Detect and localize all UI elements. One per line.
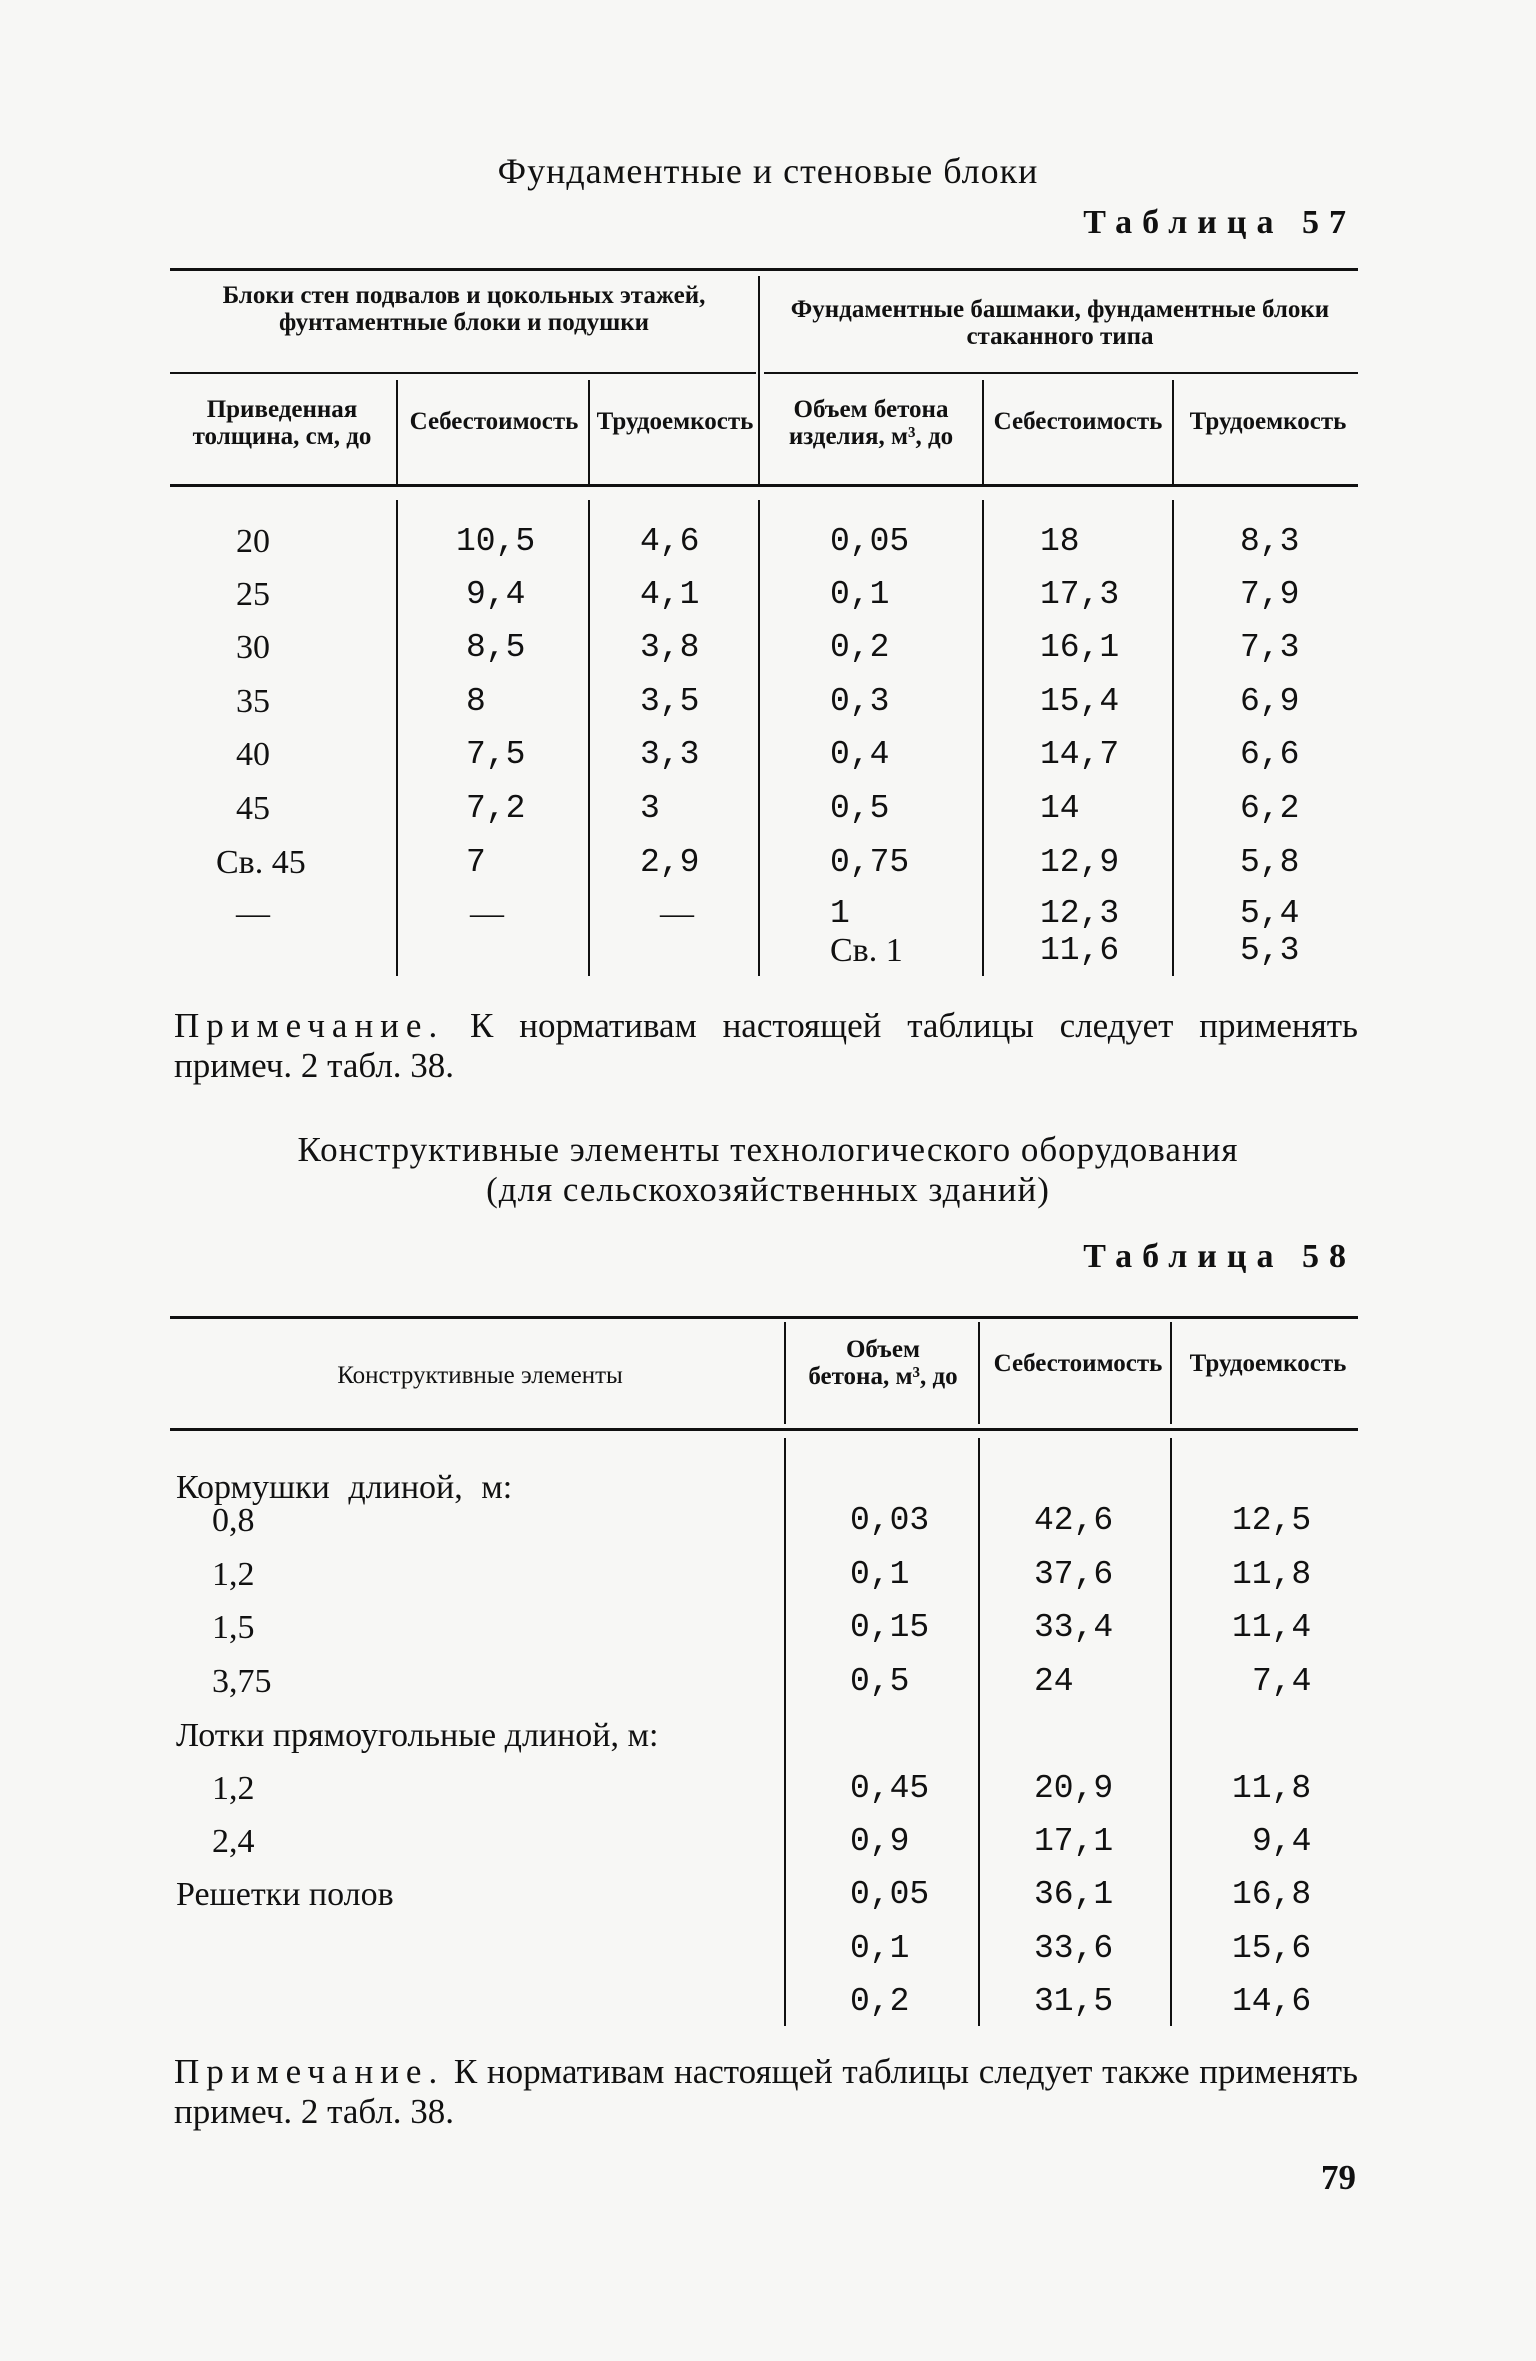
- table-58-vline: [1170, 1322, 1172, 1424]
- col-header-labor: Трудоемкость: [1189, 408, 1347, 435]
- table-cell: Св. 45: [216, 844, 306, 881]
- table-cell: 24: [1034, 1663, 1074, 1700]
- note-text: К нормативам настоящей таблицы следует также применять примеч. 2 табл. 38.: [174, 2052, 1359, 2131]
- table-57-vline: [396, 500, 398, 976]
- table-cell: 4,1: [640, 576, 700, 613]
- table-cell: 0,15: [850, 1609, 930, 1646]
- table-58-label: Таблица 58: [1083, 1238, 1356, 1275]
- table-58-title: [0, 1130, 1536, 1210]
- table-cell: 0,1: [850, 1556, 910, 1593]
- table-cell: 0,5: [830, 790, 890, 827]
- table-57-group-rule: [170, 372, 756, 374]
- table-cell: 7,2: [466, 790, 526, 827]
- table-cell: —: [470, 895, 504, 932]
- table-cell: 6,9: [1240, 683, 1300, 720]
- table-58-vline: [978, 1322, 980, 1424]
- table-cell: 12,9: [1040, 844, 1120, 881]
- table-cell: 3,3: [640, 736, 700, 773]
- table-cell: 0,9: [850, 1823, 910, 1860]
- table-cell: 1,5: [212, 1609, 255, 1646]
- col-header-cost: Себестоимость: [993, 1350, 1163, 1377]
- table-cell: 0,3: [830, 683, 890, 720]
- table-58-vline: [784, 1322, 786, 1424]
- table-cell: 7,5: [466, 736, 526, 773]
- table-57-note: [174, 1006, 1358, 1086]
- table-cell: 17,1: [1034, 1823, 1114, 1860]
- table-cell: 16,1: [1040, 629, 1120, 666]
- table-cell: 11,8: [1232, 1770, 1312, 1807]
- table-cell: 6,6: [1240, 736, 1300, 773]
- table-cell: 0,2: [850, 1983, 910, 2020]
- table-cell: 8,3: [1240, 523, 1300, 560]
- table-cell: 4,6: [640, 523, 700, 560]
- table-cell: 7,4: [1252, 1663, 1312, 1700]
- table-cell: 30: [236, 629, 270, 666]
- table-cell: 33,6: [1034, 1930, 1114, 1967]
- table-57-vline: [1172, 500, 1174, 976]
- table-58-top-rule: [170, 1316, 1358, 1319]
- note-lead: Примечание.: [174, 1006, 445, 1045]
- table-cell: 11,6: [1040, 932, 1120, 969]
- col-header-volume: Объем бетона, м³, до: [808, 1336, 958, 1390]
- table-57-header-rule: [170, 484, 1358, 487]
- table-57-vline: [588, 380, 590, 484]
- table-57-group-rule-right: [764, 372, 1358, 374]
- table-cell: 3: [640, 790, 660, 827]
- col-header-cost: Себестоимость: [409, 408, 579, 435]
- table-cell: 37,6: [1034, 1556, 1114, 1593]
- table-cell: 0,1: [830, 576, 890, 613]
- table-cell: 9,4: [466, 576, 526, 613]
- table-57-vline: [1172, 380, 1174, 484]
- table-cell: 20,9: [1034, 1770, 1114, 1807]
- table-cell: 14,6: [1232, 1983, 1312, 2020]
- table-cell: 2,4: [212, 1823, 255, 1860]
- table-cell: —: [236, 895, 270, 932]
- table-cell: 2,9: [640, 844, 700, 881]
- table-cell: 35: [236, 683, 270, 720]
- table-cell: 3,8: [640, 629, 700, 666]
- group-label: Лотки прямоугольные длиной, м:: [176, 1717, 659, 1754]
- table-cell: 5,8: [1240, 844, 1300, 881]
- table-cell: 5,4: [1240, 895, 1300, 932]
- table-cell: 7,9: [1240, 576, 1300, 613]
- table-cell: 14,7: [1040, 736, 1120, 773]
- table-cell: 14: [1040, 790, 1080, 827]
- table-cell: 31,5: [1034, 1983, 1114, 2020]
- table-cell: 20: [236, 523, 270, 560]
- table-cell: 3,75: [212, 1663, 272, 1700]
- table-cell: 33,4: [1034, 1609, 1114, 1646]
- table-cell: 15,4: [1040, 683, 1120, 720]
- col-header-thickness: Приведенная толщина, см, до: [192, 396, 372, 450]
- col-header-labor: Трудоемкость: [596, 408, 754, 435]
- table-cell: 18: [1040, 523, 1080, 560]
- table-cell: 7,3: [1240, 629, 1300, 666]
- table-cell: 6,2: [1240, 790, 1300, 827]
- table-58-note: [174, 2052, 1358, 2132]
- col-header-cost: Себестоимость: [993, 408, 1163, 435]
- table-58-vline: [784, 1438, 786, 2026]
- col-header-elements: Конструктивные элементы: [337, 1362, 623, 1389]
- table-cell: 40: [236, 736, 270, 773]
- table-cell: 0,1: [850, 1930, 910, 1967]
- table-57-vline: [396, 380, 398, 484]
- table-cell: 0,05: [850, 1876, 930, 1913]
- table-cell: 11,8: [1232, 1556, 1312, 1593]
- table-58-title-line-2: (для сельскохозяйственных зданий): [486, 1170, 1050, 1209]
- table-cell: 0,8: [212, 1502, 255, 1539]
- table-cell: 0,2: [830, 629, 890, 666]
- table-cell: 12,5: [1232, 1502, 1312, 1539]
- table-cell: 8: [466, 683, 486, 720]
- table-cell: 36,1: [1034, 1876, 1114, 1913]
- table-cell: 9,4: [1252, 1823, 1312, 1860]
- table-cell: 15,6: [1232, 1930, 1312, 1967]
- table-58-header-rule: [170, 1428, 1358, 1431]
- table-cell: 1,2: [212, 1556, 255, 1593]
- page-number: 79: [1321, 2158, 1356, 2197]
- table-cell: 0,4: [830, 736, 890, 773]
- table-cell: 10,5: [456, 523, 536, 560]
- table-57-label: Таблица 57: [1083, 204, 1356, 241]
- col-header-volume: Объем бетона изделия, м³, до: [788, 396, 954, 450]
- table-cell: 42,6: [1034, 1502, 1114, 1539]
- table-cell: 7: [466, 844, 486, 881]
- note-text: К нормативам настоящей таблицы следует применять примеч. 2 табл. 38.: [174, 1006, 1358, 1085]
- table-57-divider: [758, 276, 760, 484]
- table-58-title-line-1: Конструктивные элементы технологического оборудования: [297, 1130, 1239, 1169]
- group-label: Кормушки длиной, м:: [176, 1469, 513, 1506]
- table-cell: 25: [236, 576, 270, 613]
- group-header-right: Фундаментные башмаки, фундаментные блоки стаканного типа: [790, 296, 1330, 350]
- table-57-vline: [758, 500, 760, 976]
- table-cell: 5,3: [1240, 932, 1300, 969]
- table-57-title: Фундаментные и стеновые блоки: [497, 151, 1039, 191]
- table-cell: 1: [830, 895, 850, 932]
- group-header-left: Блоки стен подвалов и цокольных этажей, фунтаментные блоки и подушки: [222, 282, 706, 336]
- table-cell: Св. 1: [830, 932, 903, 969]
- table-58-vline: [978, 1438, 980, 2026]
- table-cell: 0,05: [830, 523, 910, 560]
- table-cell: 1,2: [212, 1770, 255, 1807]
- table-cell: 12,3: [1040, 895, 1120, 932]
- table-57-vline: [982, 380, 984, 484]
- table-cell: 17,3: [1040, 576, 1120, 613]
- table-cell: 8,5: [466, 629, 526, 666]
- table-cell: 3,5: [640, 683, 700, 720]
- table-57-vline: [588, 500, 590, 976]
- table-cell: 16,8: [1232, 1876, 1312, 1913]
- note-lead: Примечание.: [174, 2052, 445, 2091]
- table-57-top-rule: [170, 268, 1358, 271]
- table-cell: 45: [236, 790, 270, 827]
- table-cell: Решетки полов: [176, 1876, 394, 1913]
- table-58-vline: [1170, 1438, 1172, 2026]
- table-cell: 0,5: [850, 1663, 910, 1700]
- table-cell: 0,03: [850, 1502, 930, 1539]
- table-cell: 0,45: [850, 1770, 930, 1807]
- table-cell: 0,75: [830, 844, 910, 881]
- table-cell: 11,4: [1232, 1609, 1312, 1646]
- table-57-vline: [982, 500, 984, 976]
- col-header-labor: Трудоемкость: [1189, 1350, 1347, 1377]
- table-cell: —: [660, 895, 694, 932]
